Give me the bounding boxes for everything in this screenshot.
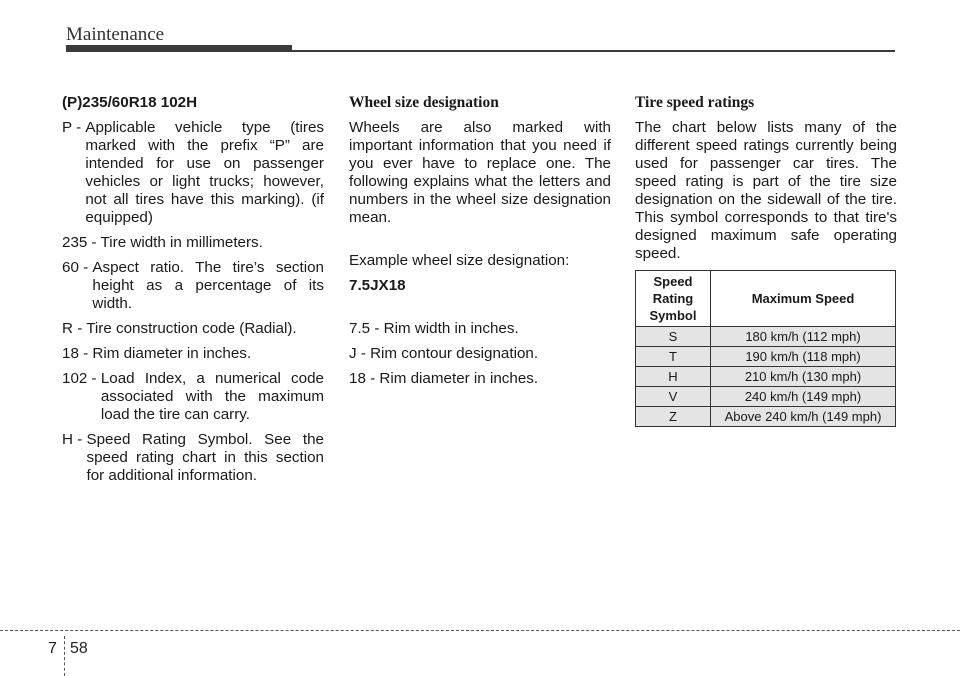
footer-divider-vertical [64,636,65,676]
footer-divider [0,630,960,631]
list-item: 7.5 - Rim width in inches. [349,320,519,337]
table-row [636,327,896,347]
item-key: 60 - [62,259,93,276]
speed-rating-heading: Tire speed ratings [635,94,755,111]
item-text: Applicable vehicle type (tires marked with the prefix “P” are intended for use on passenger vehicles or light trucks; however, not all tires have this marking). (if equipped) [85,119,324,226]
max-speed: 210 km/h (130 mph) [711,367,896,387]
table-row [636,367,896,387]
item-key: P - [62,119,86,136]
max-speed: Above 240 km/h (149 mph) [711,407,896,427]
speed-rating-intro: The chart below lists many of the different speed ratings currently being used for passenger car tires. The speed rating is part of the tire size designation on the sidewall of the tire. This symbol corresponds to that tire's designed maximum safe operating speed. [635,119,897,262]
item-key: H - [62,431,87,448]
header-rule-thin [292,50,895,52]
list-item [62,370,324,424]
list-item [62,431,324,485]
item-text: 235 - Tire width in millimeters. [62,234,263,251]
item-text: Load Index, a numerical code associated with the maximum load the tire can carry. [100,370,324,423]
section-title: Maintenance [66,24,165,45]
example-value: 7.5JX18 [349,277,406,294]
list-item [62,119,324,227]
list-item [62,345,324,363]
rating-symbol: S [636,327,711,347]
list-item: 18 - Rim diameter in inches. [349,370,539,387]
rating-symbol: V [636,387,711,407]
page-number: 58 [70,640,88,657]
rating-symbol: H [636,367,711,387]
list-item: J - Rim contour designation. [349,345,539,362]
header-rule-thick [66,45,292,52]
item-text: 18 - Rim diameter in inches. [62,345,252,362]
chapter-number: 7 [48,640,57,657]
example-label: Example wheel size designation: [349,252,570,269]
table-row [636,387,896,407]
item-text: R - Tire construction code (Radial). [62,320,297,337]
tire-size-column [62,94,324,492]
rating-symbol: T [636,347,711,367]
speed-rating-column [635,94,897,427]
list-item [62,234,324,252]
table-row [636,407,896,427]
speed-rating-table [635,270,896,427]
list-item [62,320,324,338]
rating-symbol: Z [636,407,711,427]
tire-size-example: (P)235/60R18 102H [62,94,198,111]
item-text: Speed Rating Symbol. See the speed rating chart in this section for additional information. [86,431,324,484]
item-text: Aspect ratio. The tire’s section height as a percentage of its width. [92,259,324,312]
table-header-row [636,271,896,327]
max-speed: 190 km/h (118 mph) [711,347,896,367]
header-max-speed: Maximum Speed [711,271,896,327]
list-item [62,259,324,313]
wheel-size-column [349,94,611,395]
item-key: 102 - [62,370,101,387]
table-row [636,347,896,367]
max-speed: 240 km/h (149 mph) [711,387,896,407]
header-symbol: Speed Rating Symbol [636,271,711,327]
wheel-size-intro: Wheels are also marked with important information that you need if you ever have to replace one. The following explains what the letters and numbers in the wheel size designation mean. [349,119,611,226]
max-speed: 180 km/h (112 mph) [711,327,896,347]
wheel-size-heading: Wheel size designation [349,94,499,111]
